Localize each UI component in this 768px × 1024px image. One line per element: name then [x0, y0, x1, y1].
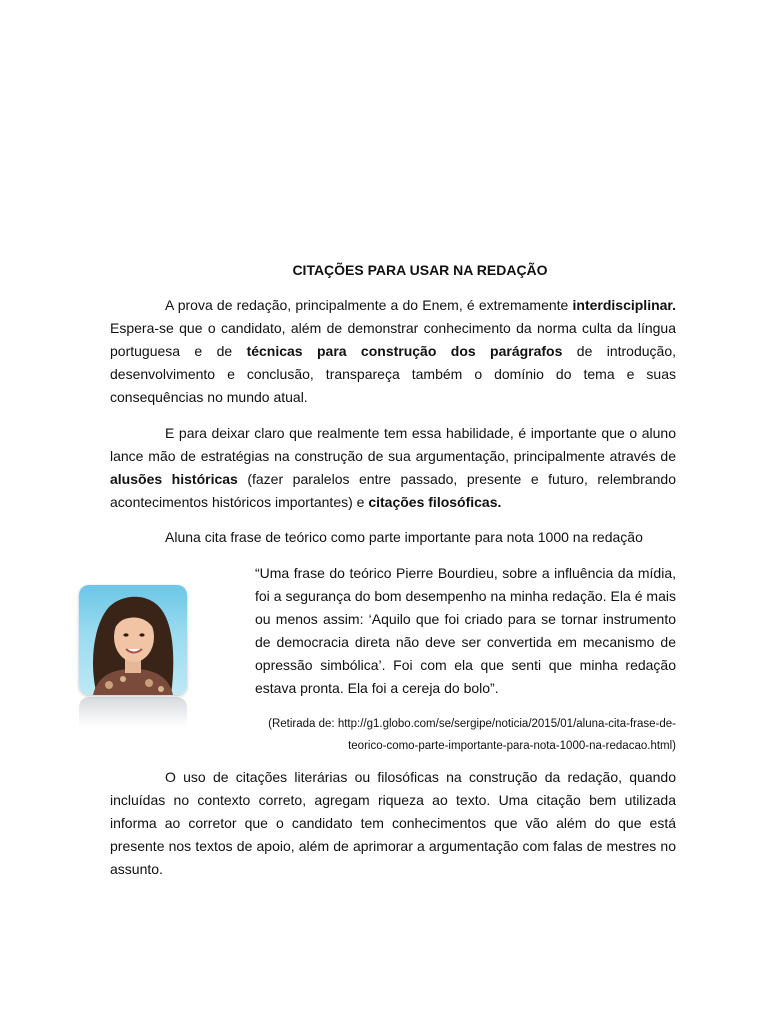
paragraph-strategies-text-1: E para deixar claro que realmente tem essa habilidade, é importante que o aluno lance mão de estratégias na construção de sua argumentação, principalmente através de: [110, 425, 676, 464]
paragraph-intro: [110, 294, 676, 409]
photo-reflection: [79, 697, 187, 727]
paragraph-strategies-text-2: (fazer paralelos entre passado, presente e futuro, relembrando acontecimentos históricos importantes) e: [110, 471, 676, 510]
paragraph-intro-text-3: de introdução, desenvolvimento e conclusão, transpareça também o domínio do tema e suas consequências no mundo atual.: [110, 343, 677, 405]
paragraph-strategies-bold-2: citações filosóficas.: [368, 494, 502, 510]
paragraph-strategies-bold-1: alusões históricas: [110, 471, 238, 487]
page-title: CITAÇÕES PARA USAR NA REDAÇÃO: [292, 262, 548, 278]
source-citation: (Retirada de: http://g1.globo.com/se/sergipe/noticia/2015/01/aluna-cita-frase-de-teorico-como-parte-importante-para-nota-1000-na-redacao.html): [268, 718, 676, 752]
paragraph-intro-text-1: A prova de redação, principalmente a do Enem, é extremamente: [165, 297, 573, 313]
paragraph-conclusion: O uso de citações literárias ou filosóficas na construção da redação, quando incluídas no contexto correto, agregam riqueza ao texto. Uma citação bem utilizada informa ao corretor que o candidato tem conhecimentos que vão além do que está presente nos textos de apoio, além de aprimorar a argumentação com falas de mestres no assunto.: [110, 769, 676, 877]
paragraph-strategies: [110, 422, 676, 514]
news-headline: Aluna cita frase de teórico como parte importante para nota 1000 na redação: [165, 529, 643, 545]
student-photo: [79, 585, 187, 695]
paragraph-intro-bold-1: interdisciplinar.: [572, 297, 676, 313]
paragraph-intro-text-2: Espera-se que o candidato, além de demonstrar conhecimento da norma culta da língua portuguesa e de: [110, 320, 676, 359]
paragraph-intro-bold-2: técnicas para construção dos parágrafos: [246, 343, 563, 359]
student-quote: “Uma frase do teórico Pierre Bourdieu, sobre a influência da mídia, foi a segurança do bom desempenho na minha redação. Ela é mais ou menos assim: ‘Aquilo que foi criado para se tornar instrumento de democracia direta não deve ser convertida em mecanismo de opressão simbólica’. Foi com ela que senti que minha redação estava pronta. Ela foi a cereja do bolo”.: [255, 565, 676, 696]
